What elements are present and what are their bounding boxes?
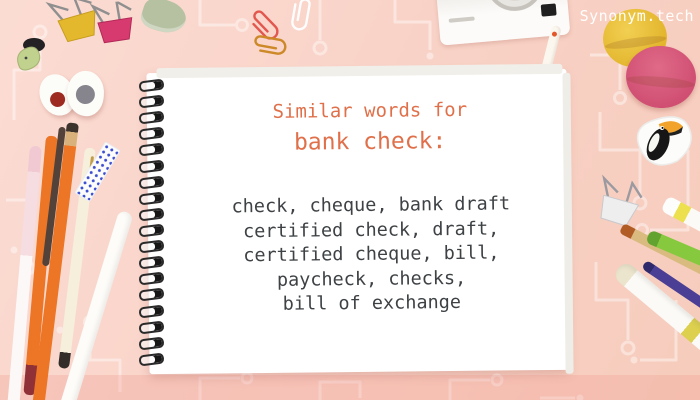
spiral-ring-icon	[138, 256, 164, 270]
synonym-line: certified check, draft,	[242, 218, 500, 242]
bottom-accent-strip	[0, 375, 700, 400]
spiral-ring-icon	[138, 288, 164, 302]
spiral-ring-icon	[138, 352, 164, 366]
synonym-line: certified cheque, bill,	[243, 242, 500, 267]
spiral-ring-icon	[138, 336, 164, 350]
note-title-line1: Similar words for	[272, 98, 468, 123]
spiral-ring-icon	[138, 207, 164, 221]
spiral-ring-icon	[138, 159, 164, 173]
spiral-ring-icon	[138, 320, 164, 334]
camera-slot-icon	[449, 17, 475, 23]
brand-logo[interactable]: Synonym.tech	[579, 7, 694, 25]
spiral-binding	[139, 80, 164, 365]
camera-lens-icon	[483, 0, 546, 13]
spiral-ring-icon	[138, 175, 164, 189]
note-title-line2: bank check:	[293, 128, 447, 156]
bird-figurine-icon	[13, 36, 49, 74]
spiral-ring-icon	[138, 127, 164, 141]
synonym-line: check, cheque, bank draft	[231, 193, 511, 218]
spiral-ring-icon	[138, 191, 164, 205]
spiral-ring-icon	[138, 272, 164, 286]
spiral-ring-icon	[138, 224, 164, 238]
camera-viewfinder-icon	[541, 3, 557, 16]
spiral-ring-icon	[138, 240, 164, 254]
note-content	[174, 69, 567, 319]
spiral-ring-icon	[138, 111, 164, 125]
spiral-ring-icon	[138, 79, 164, 93]
notebook	[146, 69, 569, 374]
spiral-ring-icon	[138, 143, 164, 157]
spiral-ring-icon	[138, 304, 164, 318]
spiral-ring-icon	[138, 95, 164, 109]
synonym-line: paycheck, checks,	[276, 267, 467, 291]
synonym-line: bill of exchange	[282, 291, 462, 315]
synonym-list	[176, 192, 567, 319]
toucan-sticker-icon	[628, 112, 696, 172]
pink-binder-clip-icon	[87, 0, 140, 45]
